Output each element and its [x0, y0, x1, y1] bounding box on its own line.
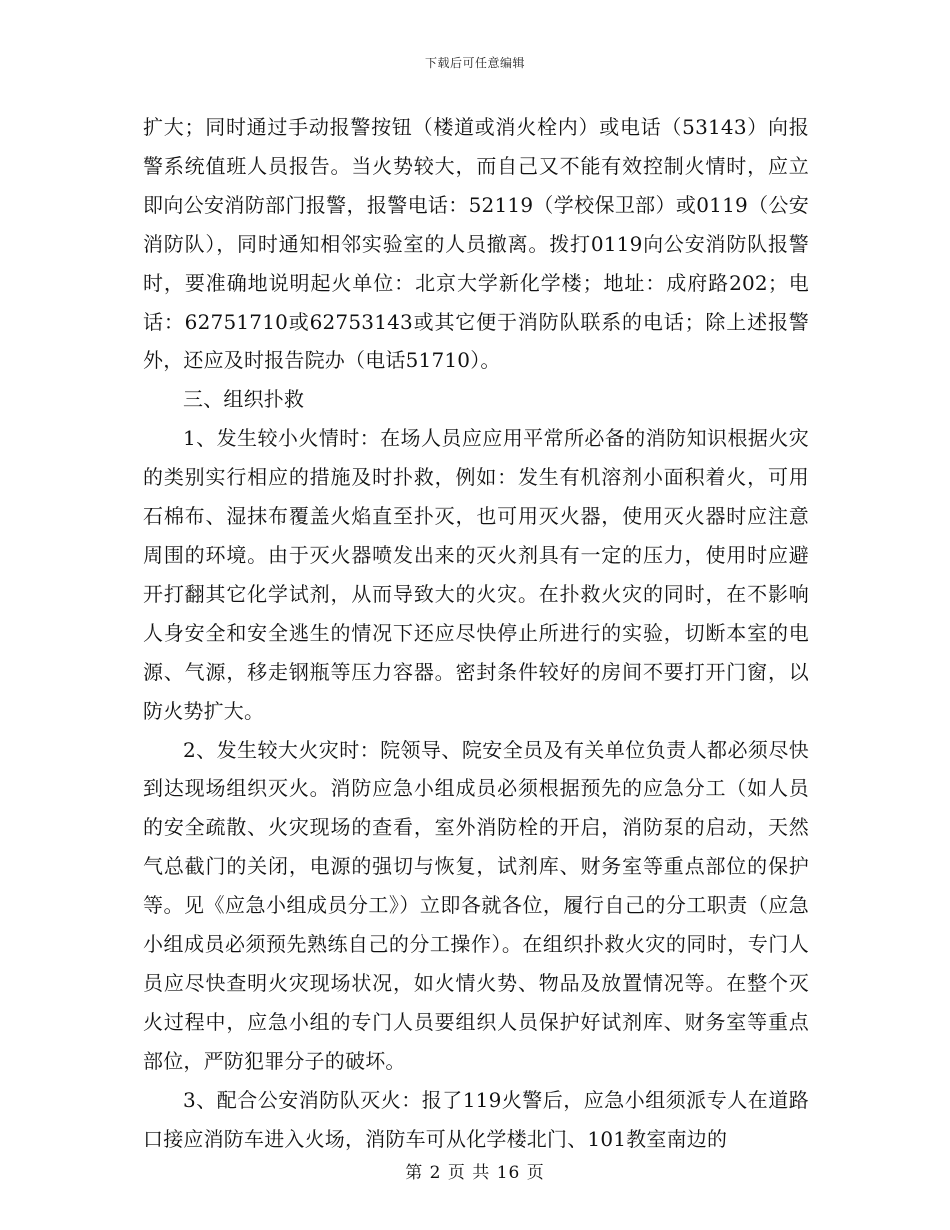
page-footer-number: 第 2 页 共 16 页: [405, 1163, 545, 1183]
document-body: [143, 108, 809, 1158]
page-header-note: 下载后可任意编辑: [424, 56, 525, 70]
paragraph-continuation: 扩大；同时通过手动报警按钮（楼道或消火栓内）或电话（53143）向报警系统值班人员报告。当火势较大，而自己又不能有效控制火情时，应立即向公安消防部门报警，报警电话：52119（学校保卫部）或0119（公安消防队），同时通知相邻实验室的人员撤离。拨打0119向公安消防队报警时，要准确地说明起火单位：北京大学新化学楼；地址：成府路202；电话：62751710或62753143或其它便于消防队联系的电话；除上述报警外，还应及时报告院办（电话51710）。: [143, 115, 809, 373]
paragraph-large-fire: 2、发生较大火灾时：院领导、院安全员及有关单位负责人都必须尽快到达现场组织灭火。消防应急小组成员必须根据预先的应急分工（如人员的安全疏散、火灾现场的查看，室外消防栓的开启，消防泵的启动，天然气总截门的关闭，电源的强切与恢复，试剂库、财务室等重点部位的保护等。见《应急小组成员分工》）立即各就各位，履行自己的分工职责（应急小组成员必须预先熟练自己的分工操作）。在组织扑救火灾的同时，专门人员应尽快查明火灾现场状况，如火情火势、物品及放置情况等。在整个灭火过程中，应急小组的专门人员要组织人员保护好试剂库、财务室等重点部位，严防犯罪分子的破坏。: [143, 737, 809, 1073]
paragraph-small-fire: 1、发生较小火情时：在场人员应应用平常所必备的消防知识根据火灾的类别实行相应的措施及时扑救，例如：发生有机溶剂小面积着火，可用石棉布、湿抹布覆盖火焰直至扑灭，也可用灭火器，使用灭火器时应注意周围的环境。由于灭火器喷发出来的灭火剂具有一定的压力，使用时应避开打翻其它化学试剂，从而导致大的火灾。在扑救火灾的同时，在不影响人身安全和安全逃生的情况下还应尽快停止所进行的实验，切断本室的电源、气源，移走钢瓶等压力容器。密封条件较好的房间不要打开门窗，以防火势扩大。: [143, 426, 809, 723]
section-heading: 三、组织扑救: [183, 387, 305, 412]
paragraph-fire-brigade: 3、配合公安消防队灭火：报了119火警后，应急小组须派专人在道路口接应消防车进入火场，消防车可从化学楼北门、101教室南边的: [143, 1087, 809, 1151]
